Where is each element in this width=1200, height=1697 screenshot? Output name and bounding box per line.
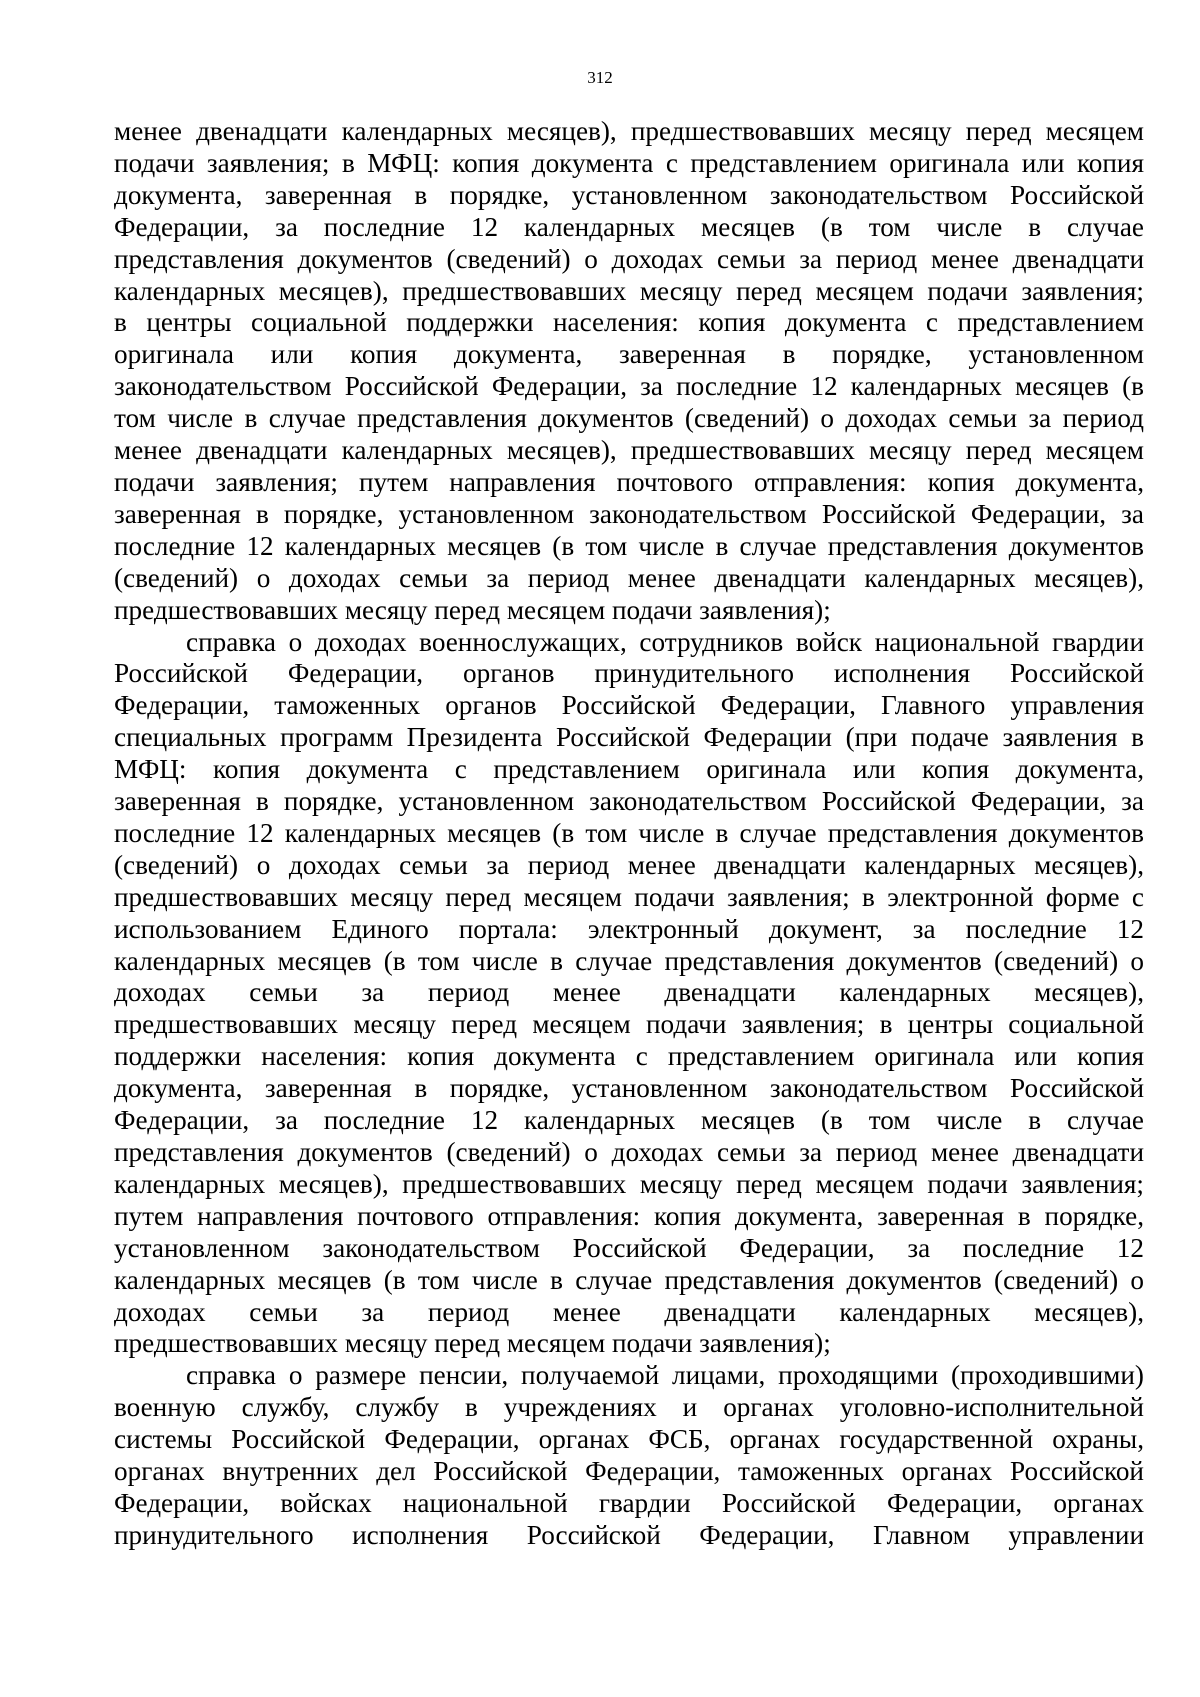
text-line: предшествовавших месяцу перед месяцем подачи заявления); bbox=[114, 594, 831, 625]
text-line: Федерации, таможенных органов Российской Федерации, Главного управления bbox=[114, 690, 1144, 721]
text-line: том числе в случае представления документов (сведений) о доходах семьи за период bbox=[114, 403, 1144, 434]
text-line: законодательством Российской Федерации, за последние 12 календарных месяцев (в bbox=[114, 371, 1144, 402]
text-line: предшествовавших месяцу перед месяцем подачи заявления; в электронной форме с bbox=[114, 881, 1144, 912]
text-line: документа, заверенная в порядке, установленном законодательством Российской bbox=[114, 1073, 1144, 1104]
text-line: Федерации, за последние 12 календарных месяцев (в том числе в случае bbox=[114, 1105, 1144, 1136]
text-line: календарных месяцев), предшествовавших месяцу перед месяцем подачи заявления; bbox=[114, 1168, 1144, 1199]
text-line: заверенная в порядке, установленном законодательством Российской Федерации, за bbox=[114, 498, 1144, 529]
text-line: доходах семьи за период менее двенадцати календарных месяцев), bbox=[114, 977, 1144, 1008]
text-line: календарных месяцев (в том числе в случае представления документов (сведений) о bbox=[114, 945, 1144, 976]
paragraph bbox=[114, 116, 1144, 627]
text-line: менее двенадцати календарных месяцев), предшествовавших месяцу перед месяцем bbox=[114, 116, 1144, 146]
text-line: календарных месяцев), предшествовавших месяцу перед месяцем подачи заявления; bbox=[114, 275, 1144, 306]
text-line: менее двенадцати календарных месяцев), предшествовавших месяцу перед месяцем bbox=[114, 435, 1144, 466]
text-line: предшествовавших месяцу перед месяцем подачи заявления); bbox=[114, 1328, 831, 1359]
text-line: предшествовавших месяцу перед месяцем подачи заявления; в центры социальной bbox=[114, 1009, 1144, 1040]
text-line: принудительного исполнения Российской Федерации, Главном управлении bbox=[114, 1519, 1144, 1550]
text-line: военную службу, службу в учреждениях и органах уголовно-исполнительной bbox=[114, 1392, 1144, 1423]
text-line: Федерации, войсках национальной гвардии Российской Федерации, органах bbox=[114, 1487, 1144, 1518]
text-line: последние 12 календарных месяцев (в том числе в случае представления документов bbox=[114, 817, 1144, 848]
text-line: последние 12 календарных месяцев (в том числе в случае представления документов bbox=[114, 530, 1144, 561]
text-line: (сведений) о доходах семьи за период менее двенадцати календарных месяцев), bbox=[114, 562, 1144, 593]
text-line: установленном законодательством Российской Федерации, за последние 12 bbox=[114, 1232, 1144, 1263]
text-line: оригинала или копия документа, заверенная в порядке, установленном bbox=[114, 339, 1144, 370]
text-line: справка о доходах военнослужащих, сотрудников войск национальной гвардии bbox=[186, 626, 1144, 657]
text-line: в центры социальной поддержки населения: копия документа с представлением bbox=[114, 307, 1144, 338]
text-line: документа, заверенная в порядке, установленном законодательством Российской bbox=[114, 179, 1144, 210]
text-line: Федерации, за последние 12 календарных месяцев (в том числе в случае bbox=[114, 211, 1144, 242]
text-line: (сведений) о доходах семьи за период менее двенадцати календарных месяцев), bbox=[114, 849, 1144, 880]
text-line: специальных программ Президента Российской Федерации (при подаче заявления в bbox=[114, 722, 1144, 753]
text-line: доходах семьи за период менее двенадцати календарных месяцев), bbox=[114, 1296, 1144, 1327]
text-line: справка о размере пенсии, получаемой лицами, проходящими (проходившими) bbox=[186, 1360, 1144, 1391]
text-line: путем направления почтового отправления: копия документа, заверенная в порядке, bbox=[114, 1200, 1144, 1231]
text-line: представления документов (сведений) о доходах семьи за период менее двенадцати bbox=[114, 243, 1144, 274]
text-line: Российской Федерации, органов принудительного исполнения Российской bbox=[114, 658, 1144, 689]
text-line: представления документов (сведений) о доходах семьи за период менее двенадцати bbox=[114, 1137, 1144, 1167]
text-line: поддержки населения: копия документа с представлением оригинала или копия bbox=[114, 1041, 1144, 1072]
paragraph bbox=[114, 627, 1144, 1361]
paragraph bbox=[114, 1360, 1144, 1551]
text-line: подачи заявления; в МФЦ: копия документа с представлением оригинала или копия bbox=[114, 147, 1144, 178]
text-line: заверенная в порядке, установленном законодательством Российской Федерации, за bbox=[114, 786, 1144, 817]
text-line: системы Российской Федерации, органах ФСБ, органах государственной охраны, bbox=[114, 1424, 1144, 1455]
page-number: 312 bbox=[587, 68, 613, 87]
text-line: органах внутренних дел Российской Федерации, таможенных органах Российской bbox=[114, 1456, 1144, 1487]
document-body bbox=[114, 116, 1144, 1552]
text-line: использованием Единого портала: электронный документ, за последние 12 bbox=[114, 913, 1144, 944]
text-line: МФЦ: копия документа с представлением оригинала или копия документа, bbox=[114, 754, 1144, 785]
text-line: календарных месяцев (в том числе в случае представления документов (сведений) о bbox=[114, 1264, 1144, 1295]
text-line: подачи заявления; путем направления почтового отправления: копия документа, bbox=[114, 466, 1144, 497]
